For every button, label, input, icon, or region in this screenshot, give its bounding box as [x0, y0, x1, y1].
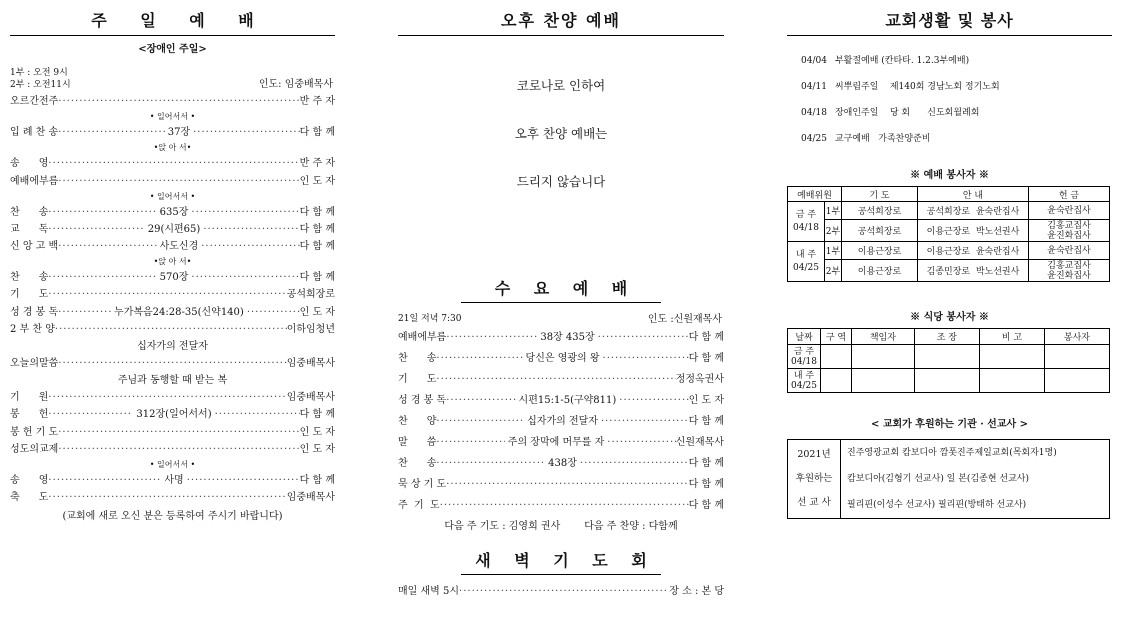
leader-dots [440, 495, 689, 516]
order-label: 예배에부름 [10, 175, 59, 187]
order-content: 438장 [548, 458, 577, 469]
order-label: 오르간전주 [10, 95, 59, 107]
week-label: 내 주 [795, 249, 817, 260]
order-row [10, 321, 335, 338]
order-row [10, 355, 335, 372]
sunday-leader: 인도: 임중배목사 [258, 79, 333, 90]
order-label: 찬 송 [398, 353, 437, 364]
news-item [801, 100, 1112, 126]
order-row [398, 411, 724, 432]
order-label: 주 기 도 [398, 500, 440, 511]
leader-dots [58, 424, 299, 441]
order-person: 신원재목사 [675, 437, 724, 448]
order-label: 예배에부름 [398, 332, 447, 343]
leader-dots [203, 221, 299, 238]
order-row [398, 453, 724, 474]
time-second: 2부 : 오전11시 [10, 80, 71, 90]
posture-note: •앉 아 서• [153, 143, 192, 153]
empty-cell [821, 345, 852, 369]
leader-dots [48, 155, 299, 172]
table-header: 날짜 [788, 329, 821, 345]
order-row [10, 173, 335, 190]
order-label: 찬 송 [398, 458, 437, 469]
next-praise: 다음 주 찬양 : 다함께 [584, 521, 678, 532]
order-label: 오늘의말씀 [10, 358, 59, 370]
table-header: 책임자 [851, 329, 914, 345]
wednesday-info [398, 305, 724, 327]
posture-note: • 일어서서 • [149, 460, 196, 469]
order-label: 성도의교제 [10, 443, 59, 455]
time-first: 1부 : 오전 9시 [10, 68, 68, 78]
missions-list [841, 440, 1110, 519]
order-label: 기 도 [10, 289, 49, 301]
prayer-cell: 이용근장로 [842, 260, 918, 282]
dawn-label: 매일 새벽 5시 [398, 585, 460, 597]
order-row [10, 155, 335, 172]
church-life-column [787, 0, 1112, 519]
order-label: 성 경 봉 독 [10, 306, 59, 318]
leader-dots [215, 406, 300, 423]
week-label: 금 주 [795, 209, 817, 220]
news-item [801, 48, 1112, 74]
order-person: 다 함 께 [299, 127, 335, 139]
order-label: 송 영 [10, 158, 49, 170]
order-row [10, 269, 335, 286]
empty-cell [914, 345, 979, 369]
news-item [801, 126, 1112, 152]
part-cell: 1부 [825, 202, 842, 220]
sunday-service-column [10, 0, 335, 525]
week-cell [788, 345, 821, 369]
leader-dots [201, 238, 299, 255]
posture-note: • 일어서서 • [149, 112, 196, 122]
order-content: 십자가의 전달자 [527, 416, 598, 427]
order-content: 시편15:1-5(구약811) [518, 395, 617, 406]
order-row [10, 221, 335, 238]
leader-dots [603, 348, 689, 369]
order-person: 이하임청년 [286, 323, 335, 335]
order-person: 인 도 자 [299, 426, 335, 438]
order-label: 찬 양 [398, 416, 437, 427]
empty-cell [979, 345, 1044, 369]
order-content: 누가복음24:28-35(신약140) [114, 306, 244, 318]
order-row [398, 474, 724, 495]
table-header-row [788, 187, 1110, 202]
offering-name: 윤숙란집사 [1047, 245, 1091, 256]
table-header: 봉사자 [1044, 329, 1109, 345]
table-header: 안 내 [918, 187, 1029, 202]
offering-name: 윤진화집사 [1047, 230, 1091, 241]
empty-cell [1044, 369, 1109, 393]
guide-cell: 이용근장로 박노선권사 [918, 220, 1029, 242]
order-person: 공석희장로 [286, 289, 335, 301]
order-row [10, 472, 335, 489]
leader-dots [436, 369, 675, 390]
guide-cell: 김종민장로 박노선권사 [918, 260, 1029, 282]
order-row [10, 204, 335, 221]
empty-cell [851, 345, 914, 369]
offering-name: 김홍교집사 [1047, 260, 1091, 271]
order-row [398, 348, 724, 369]
wednesday-order-list [398, 327, 724, 516]
guide-cell: 이용근장로 윤숙란집사 [918, 242, 1029, 260]
mission-line: 진주영광교회 캄보디아 깜폿진주제일교회(목회자1명) [847, 448, 1057, 458]
leader-dots [48, 221, 144, 238]
table-header: 헌 금 [1029, 187, 1110, 202]
dawn-row [398, 583, 724, 600]
week-cell [788, 242, 825, 282]
order-row [10, 424, 335, 441]
table-header: 비 고 [979, 329, 1044, 345]
sermon-title: 십자가의 전달자 [137, 341, 208, 353]
order-person: 임중배목사 [286, 492, 335, 504]
order-person: 인 도 자 [688, 395, 724, 406]
week-date: 04/18 [791, 356, 817, 367]
empty-cell [979, 369, 1044, 393]
next-prayer: 다음 주 기도 : 김영희 권사 [444, 521, 561, 532]
leader-dots [580, 453, 689, 474]
order-row [10, 406, 335, 423]
missions-label-2: 후원하는 [795, 473, 833, 484]
table-header: 기 도 [842, 187, 918, 202]
news-text: 씨뿌림주일 제140회 경남노회 정기노회 [834, 82, 1000, 92]
table-header: 조 장 [914, 329, 979, 345]
dawn-title: 새 벽 기 도 회 [461, 548, 661, 575]
leader-dots [48, 406, 133, 423]
order-content: 주의 장막에 머무를 자 [507, 437, 605, 448]
order-label: 묵 상 기 도 [398, 479, 447, 490]
mission-line: 캄보디아(김형기 선교사) 일 본(김종현 선교사) [847, 474, 1029, 484]
order-content: 사도신경 [159, 241, 199, 253]
order-person: 다 함 께 [688, 353, 724, 364]
table-row [788, 242, 1110, 260]
leader-dots [436, 453, 545, 474]
offering-cell [1029, 202, 1110, 220]
table-row [788, 202, 1110, 220]
order-content: 29(시편65) [147, 223, 201, 235]
order-label: 기 원 [10, 392, 49, 404]
afternoon-title: 오후 찬양 예배 [398, 0, 724, 36]
order-row [398, 327, 724, 348]
order-row [398, 495, 724, 516]
leader-dots [58, 93, 299, 110]
leader-dots [58, 441, 299, 458]
order-content: 38장 435장 [540, 332, 595, 343]
order-label: 찬 송 [10, 206, 49, 218]
order-label: 성 경 봉 독 [398, 395, 447, 406]
order-person: 임중배목사 [286, 392, 335, 404]
leader-dots [607, 432, 675, 453]
order-person: 인 도 자 [299, 443, 335, 455]
order-person: 인 도 자 [299, 306, 335, 318]
offering-cell [1029, 242, 1110, 260]
leader-dots [436, 411, 524, 432]
sunday-title: 주 일 예 배 [10, 0, 335, 36]
news-text: 부활절예배 (칸타타. 1.2.3부예배) [834, 56, 970, 66]
empty-cell [914, 369, 979, 393]
wednesday-title: 수 요 예 배 [461, 276, 661, 303]
leader-dots [436, 348, 522, 369]
order-label: 축 도 [10, 492, 49, 504]
empty-cell [821, 369, 852, 393]
news-item [801, 74, 1112, 100]
leader-dots [191, 269, 299, 286]
table-row [788, 220, 1110, 242]
order-label: 송 영 [10, 474, 49, 486]
prayer-cell: 공석희장로 [842, 202, 918, 220]
service-times [10, 59, 335, 93]
mission-line: 필리핀(이성수 선교사) 필리핀(방태하 선교사) [847, 500, 1027, 510]
afternoon-message-1: 코로나로 인하여 [516, 78, 606, 93]
leader-dots [48, 389, 286, 406]
table-row [788, 260, 1110, 282]
order-content: 570장 [159, 272, 189, 284]
offering-cell [1029, 220, 1110, 242]
order-content: 312장(일어서서) [136, 409, 212, 421]
next-week-info [398, 516, 724, 538]
order-person: 반 주 자 [299, 158, 335, 170]
order-row [10, 124, 335, 141]
order-person: 다 함 께 [299, 272, 335, 284]
leader-dots [187, 472, 300, 489]
part-cell: 2부 [825, 220, 842, 242]
church-life-title: 교회생활 및 봉사 [787, 0, 1112, 36]
order-content: 당신은 영광의 왕 [525, 353, 600, 364]
empty-cell [1044, 345, 1109, 369]
order-person: 다 함 께 [688, 458, 724, 469]
table-row [788, 369, 1110, 393]
news-date: 04/04 [801, 56, 827, 66]
news-date: 04/11 [801, 82, 827, 92]
order-row [10, 238, 335, 255]
offering-cell [1029, 260, 1110, 282]
order-label: 입 례 찬 송 [10, 127, 59, 139]
offering-name: 윤숙란집사 [1047, 205, 1091, 216]
order-label: 찬 송 [10, 272, 49, 284]
order-person: 임중배목사 [286, 358, 335, 370]
order-row [398, 369, 724, 390]
leader-dots [58, 173, 299, 190]
table-row [788, 345, 1110, 369]
table-header-row [788, 329, 1110, 345]
meal-staff-title: ※ 식당 봉사자 ※ [910, 312, 989, 323]
dawn-location: 장 소 : 본 당 [669, 585, 724, 597]
leader-dots [58, 355, 286, 372]
order-person: 반 주 자 [299, 95, 335, 107]
week-date: 04/25 [793, 262, 819, 273]
leader-dots [247, 304, 300, 321]
leader-dots [48, 287, 286, 304]
order-person: 다 함 께 [299, 241, 335, 253]
part-cell: 1부 [825, 242, 842, 260]
missions-table [787, 439, 1110, 519]
leader-dots [191, 204, 299, 221]
leader-dots [48, 204, 156, 221]
order-label: 봉 헌 기 도 [10, 426, 59, 438]
offering-name: 김홍교집사 [1047, 220, 1091, 231]
wednesday-time: 21일 저녁 7:30 [398, 314, 462, 324]
posture-note: • 일어서서 • [149, 191, 196, 201]
order-label: 기 도 [398, 374, 437, 385]
table-header: 예배위원 [788, 187, 842, 202]
order-content: 사명 [164, 474, 184, 486]
week-date: 04/25 [791, 380, 817, 391]
week-cell [788, 369, 821, 393]
order-person: 다 함 께 [299, 474, 335, 486]
afternoon-message-2: 오후 찬양 예배는 [514, 126, 608, 141]
order-content: 37장 [167, 127, 191, 139]
offering-name: 윤진화집사 [1047, 270, 1091, 281]
leader-dots [446, 474, 688, 495]
order-row [10, 287, 335, 304]
prayer-cell: 이용근장로 [842, 242, 918, 260]
order-person: 다 함 께 [299, 206, 335, 218]
leader-dots [619, 390, 688, 411]
order-person: 다 함 께 [688, 500, 724, 511]
order-row [398, 432, 724, 453]
sunday-subtitle: <장애인 주일> [138, 44, 207, 55]
sunday-footer: (교회에 새로 오신 분은 등록하여 주시기 바랍니다) [62, 511, 283, 523]
order-person: 다 함 께 [299, 223, 335, 235]
leader-dots [55, 321, 287, 338]
order-label: 2 부 찬 양 [10, 323, 55, 335]
missions-label-3: 선 교 사 [797, 497, 831, 508]
missions-label [788, 440, 841, 519]
worship-staff-title: ※ 예배 봉사자 ※ [910, 170, 989, 181]
prayer-cell: 공석희장로 [842, 220, 918, 242]
order-label: 교 독 [10, 223, 49, 235]
order-content: 635장 [159, 206, 189, 218]
meal-staff-table [787, 328, 1110, 393]
guide-cell: 공석희장로 윤숙란집사 [918, 202, 1029, 220]
news-list [787, 48, 1112, 152]
order-person: 다 함 께 [299, 409, 335, 421]
missions-title: < 교회가 후원하는 기관 · 선교사 > [870, 419, 1029, 430]
order-row [10, 441, 335, 458]
order-row [10, 389, 335, 406]
order-person: 다 함 께 [688, 332, 724, 343]
leader-dots [436, 432, 504, 453]
order-row [10, 93, 335, 110]
order-person: 다 함 께 [688, 479, 724, 490]
order-label: 신 앙 고 백 [10, 241, 59, 253]
week-date: 04/18 [793, 222, 819, 233]
leader-dots [58, 238, 156, 255]
leader-dots [598, 327, 689, 348]
news-date: 04/25 [801, 134, 827, 144]
missions-label-1: 2021년 [797, 449, 831, 460]
leader-dots [58, 304, 111, 321]
order-person: 인 도 자 [299, 175, 335, 187]
leader-dots [446, 327, 537, 348]
empty-cell [851, 369, 914, 393]
leader-dots [58, 124, 165, 141]
leader-dots [446, 390, 515, 411]
order-label: 말 씀 [398, 437, 437, 448]
leader-dots [48, 472, 161, 489]
order-row [10, 304, 335, 321]
wednesday-leader: 인도 :신원재목사 [647, 314, 722, 325]
order-row [10, 489, 335, 506]
leader-dots [48, 269, 156, 286]
table-header: 구 역 [821, 329, 852, 345]
worship-staff-table [787, 186, 1110, 282]
news-date: 04/18 [801, 108, 827, 118]
middle-column [398, 0, 724, 600]
week-label: 내 주 [793, 370, 815, 381]
posture-note: •앉 아 서• [153, 257, 192, 267]
order-row [398, 390, 724, 411]
leader-dots [193, 124, 300, 141]
order-label: 봉 헌 [10, 409, 49, 421]
week-label: 금 주 [793, 346, 815, 357]
afternoon-message-3: 드리지 않습니다 [516, 174, 606, 189]
leader-dots [48, 489, 286, 506]
week-cell [788, 202, 825, 242]
leader-dots [459, 583, 669, 600]
news-text: 교구예배 가족찬양준비 [834, 134, 931, 144]
leader-dots [601, 411, 689, 432]
order-person: 정정옥권사 [675, 374, 724, 385]
news-text: 장애인주일 당 회 신도회월례회 [834, 108, 980, 118]
sunday-order-list [10, 93, 335, 506]
part-cell: 2부 [825, 260, 842, 282]
sermon-title: 주님과 동행할 때 받는 복 [117, 375, 228, 387]
order-person: 다 함 께 [688, 416, 724, 427]
